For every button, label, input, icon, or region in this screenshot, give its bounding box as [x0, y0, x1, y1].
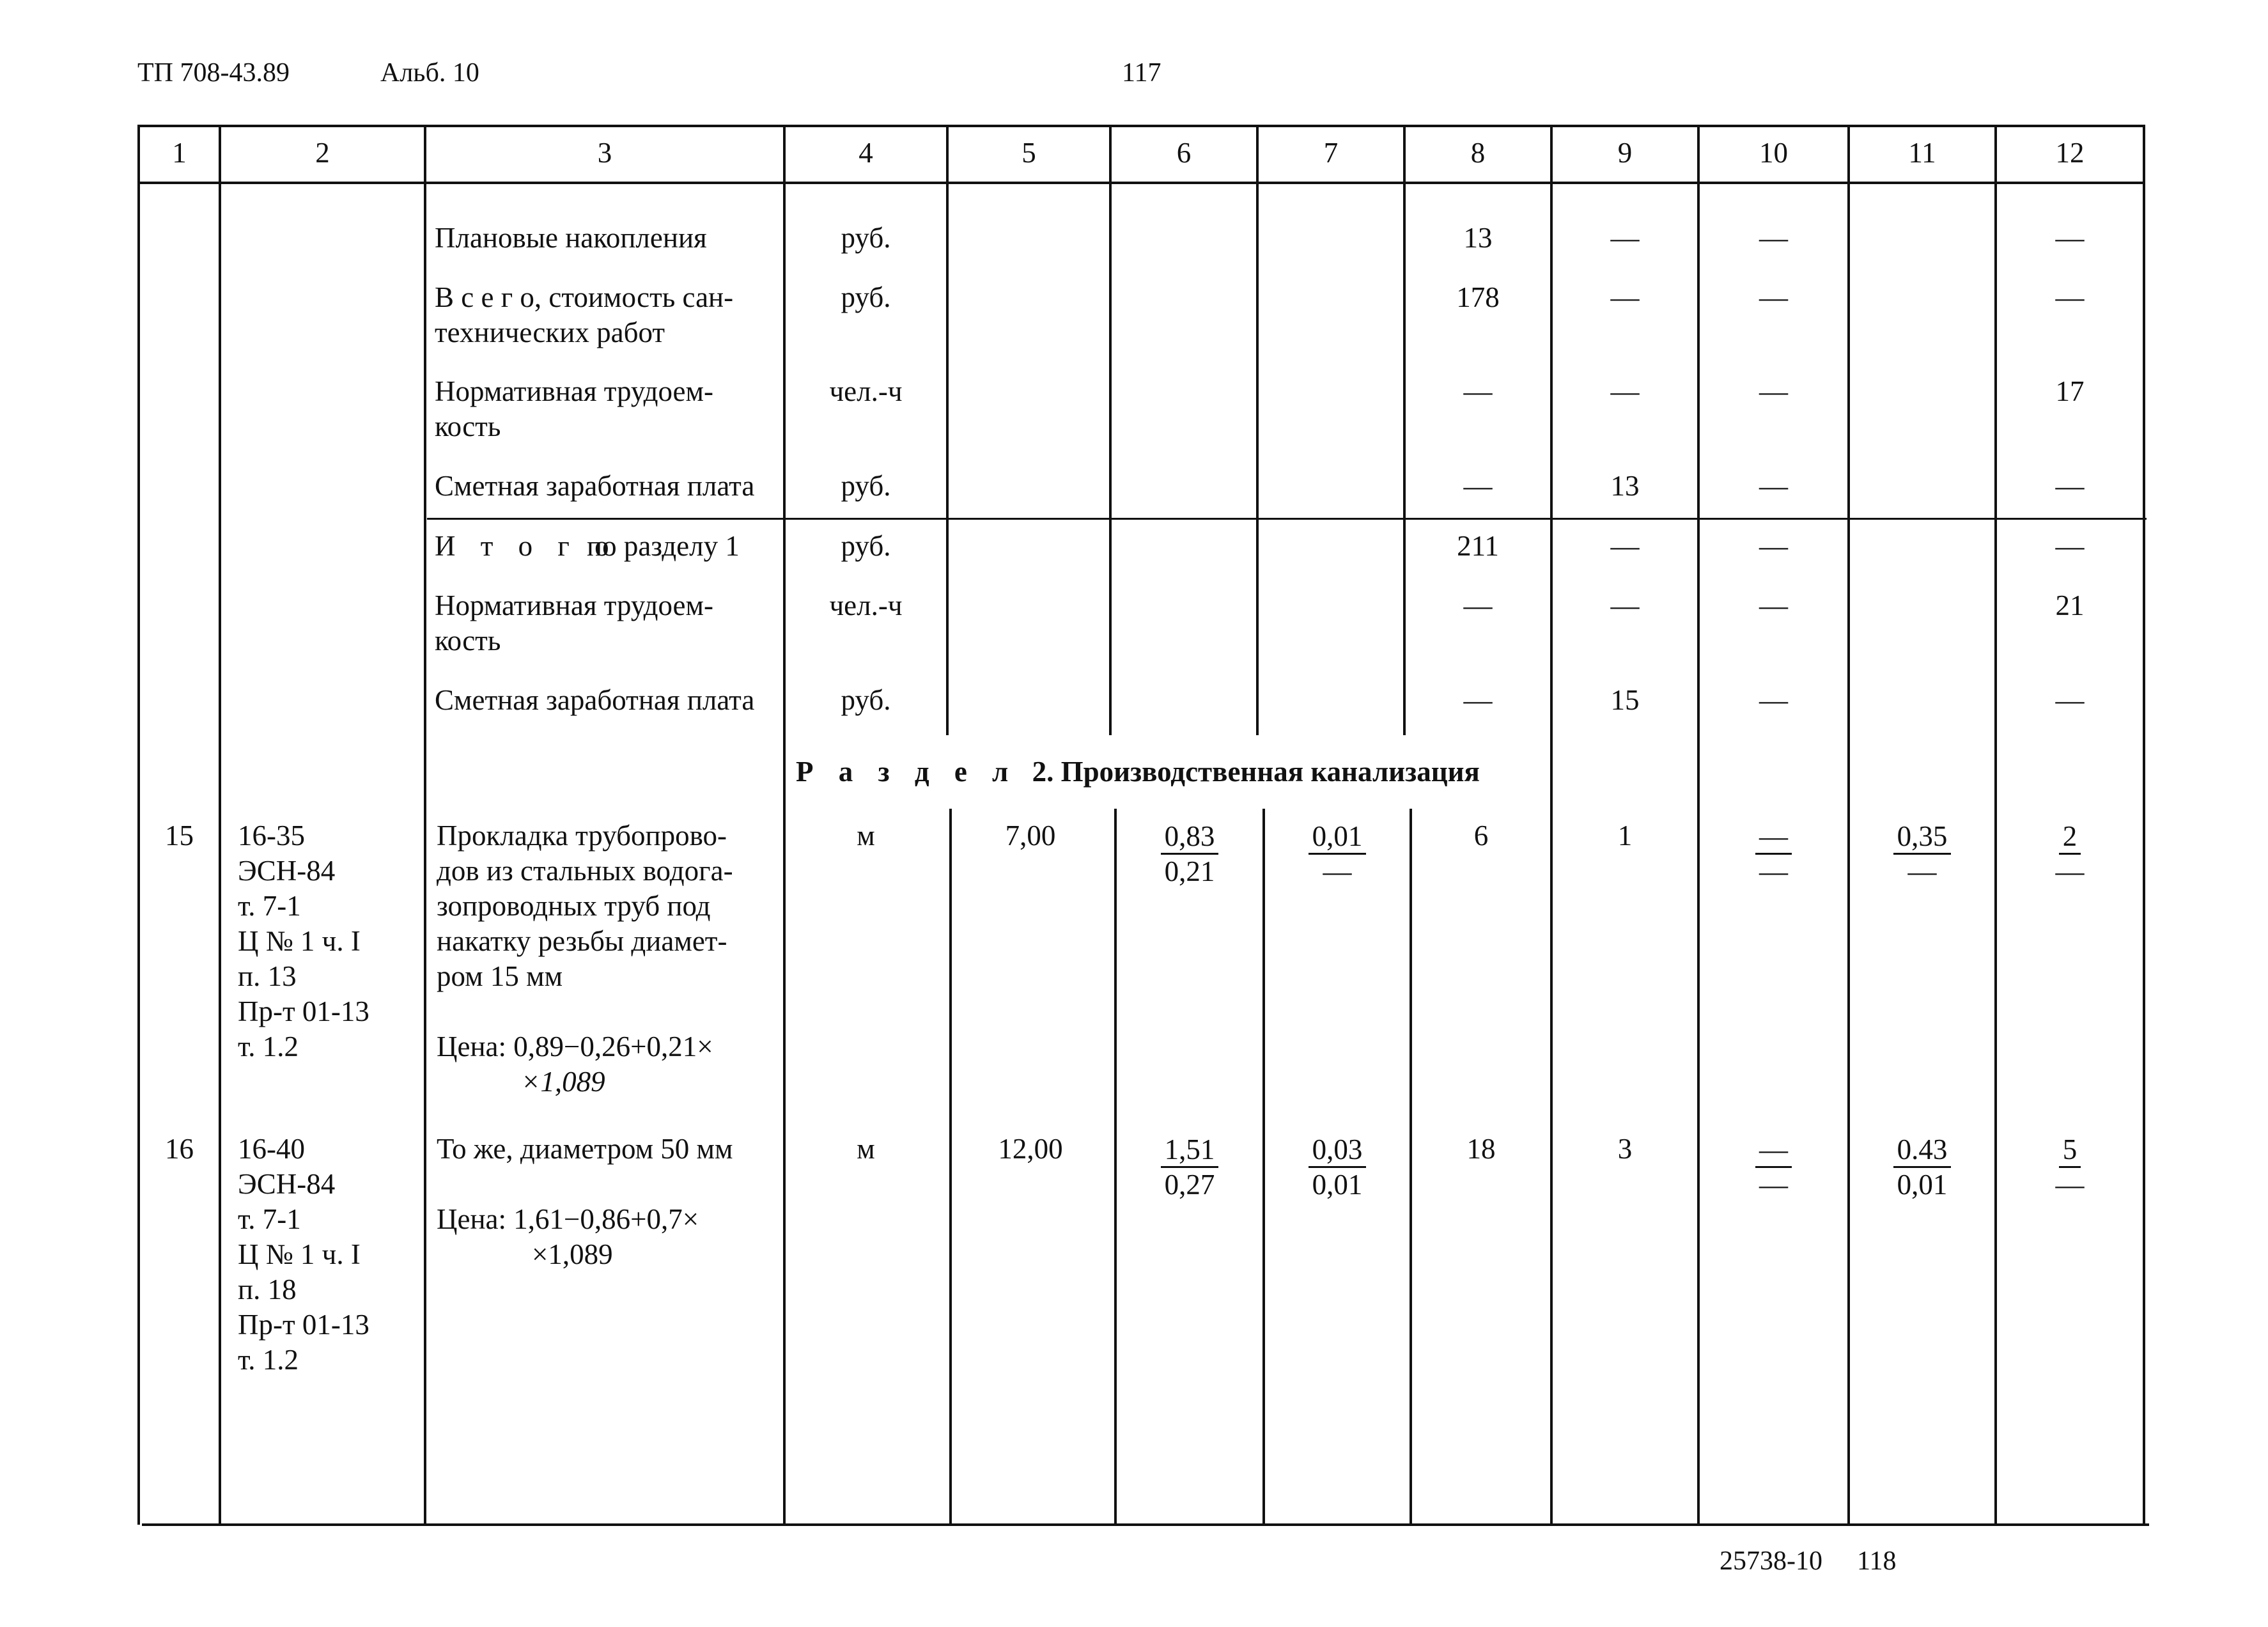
numerator: 2	[2059, 820, 2081, 855]
col-line	[1403, 125, 1406, 735]
denominator: 0,27	[1164, 1169, 1215, 1201]
denominator: 0,01	[1312, 1169, 1363, 1201]
column-header: 4	[858, 137, 873, 169]
total-label: И т о г о	[435, 530, 618, 562]
numerator: 0,01	[1309, 820, 1367, 855]
total-label-rest: по разделу 1	[587, 530, 740, 562]
cell-c9: 15	[1610, 684, 1640, 716]
fraction-c11	[1850, 1133, 1994, 1201]
cell-c8: —	[1463, 375, 1493, 407]
item-desc-line: зопроводных труб под	[437, 890, 711, 922]
item-desc-line: накатку резьбы диамет-	[437, 925, 727, 957]
cell-c12: 17	[2055, 375, 2085, 407]
cell-c8: 18	[1466, 1133, 1496, 1165]
cell-c10: —	[1759, 222, 1788, 254]
item-code-line: Ц № 1 ч. I	[238, 1238, 361, 1270]
header-bottom-border	[137, 182, 2145, 184]
numerator: 0,35	[1893, 820, 1952, 855]
row-name-line1: В с е г о, стоимость сан-	[435, 281, 734, 313]
row-unit: руб.	[841, 684, 891, 716]
section-title-text: 2. Производственная канализация	[1032, 756, 1480, 788]
item-unit: м	[857, 820, 875, 852]
item-code-line: т. 7-1	[238, 890, 301, 922]
cell-c8: 211	[1457, 530, 1499, 562]
denominator: —	[1323, 855, 1352, 887]
column-header: 11	[1908, 137, 1936, 169]
cell-c10: —	[1759, 530, 1788, 562]
cell-c8: —	[1463, 589, 1493, 621]
column-header: 3	[597, 137, 612, 169]
cell-c9: 1	[1617, 820, 1633, 852]
fraction-c10	[1700, 820, 1847, 888]
item-code-line: Пр-т 01-13	[238, 995, 369, 1027]
row-name-line2: кость	[435, 625, 501, 657]
cell-c9: —	[1610, 281, 1640, 313]
cell-c10: —	[1759, 281, 1788, 313]
cell-c12: 21	[2055, 589, 2085, 621]
item-price-line: Цена: 0,89−0,26+0,21×	[437, 1031, 713, 1063]
doc-code: ТП 708-43.89	[137, 58, 290, 88]
row-name-line2: кость	[435, 410, 501, 442]
row-unit: руб.	[841, 281, 891, 313]
footer-code: 25738-10	[1720, 1546, 1822, 1576]
denominator: —	[1907, 855, 1937, 887]
item-number: 16	[165, 1133, 194, 1165]
item-price-line: ×1,089	[532, 1238, 613, 1270]
cell-c8: 13	[1463, 222, 1493, 254]
column-header: 2	[315, 137, 330, 169]
row-name: Плановые накопления	[435, 222, 707, 254]
item-price-line: ×1,089	[521, 1066, 605, 1098]
footer-page: 118	[1857, 1546, 1897, 1576]
cell-c9: —	[1610, 530, 1640, 562]
col-line	[949, 809, 952, 1525]
row-unit: чел.-ч	[829, 589, 903, 621]
column-header: 1	[172, 137, 187, 169]
row-unit: руб.	[841, 470, 891, 502]
col-line	[1410, 809, 1412, 1525]
item-desc-line: То же, диаметром 50 мм	[437, 1133, 733, 1165]
item-code-line: Пр-т 01-13	[238, 1309, 369, 1341]
item-desc-line: дов из стальных водога-	[437, 855, 733, 887]
section2-title	[789, 749, 1486, 794]
cell-c8: 178	[1456, 281, 1500, 313]
denominator: —	[2055, 855, 2085, 887]
cell-c9: —	[1610, 589, 1640, 621]
cell-c8: —	[1463, 684, 1493, 716]
item-code-line: п. 13	[238, 960, 297, 992]
cell-c12: —	[2055, 281, 2085, 313]
numerator: 5	[2059, 1133, 2081, 1168]
cell-c8: 6	[1473, 820, 1489, 852]
numerator: 0.43	[1893, 1133, 1952, 1168]
item-code-line: 16-35	[238, 820, 305, 852]
denominator: —	[1759, 855, 1788, 887]
col-line	[2143, 125, 2145, 1525]
item-code-line: 16-40	[238, 1133, 305, 1165]
column-header: 7	[1323, 137, 1339, 169]
row-unit: чел.-ч	[829, 375, 903, 407]
row-unit: руб.	[841, 530, 891, 562]
cell-c9: 13	[1610, 470, 1640, 502]
fraction-c12	[1997, 1133, 2143, 1201]
cell-c9: 3	[1617, 1133, 1633, 1165]
row-unit: руб.	[841, 222, 891, 254]
fraction-c6	[1117, 1133, 1262, 1201]
total-separator	[427, 518, 2147, 520]
item-code-line: Ц № 1 ч. I	[238, 925, 361, 957]
item-code-line: ЭСН-84	[238, 1168, 336, 1200]
cell-c12: —	[2055, 470, 2085, 502]
fraction-c6	[1117, 820, 1262, 888]
denominator: —	[2055, 1169, 2085, 1201]
item-qty: 7,00	[1005, 820, 1056, 852]
cell-c9: —	[1610, 375, 1640, 407]
col-line	[946, 125, 949, 735]
cell-c10: —	[1759, 470, 1788, 502]
fraction-c7	[1265, 1133, 1410, 1201]
row-name: Сметная заработная плата	[435, 470, 755, 502]
item-code-line: т. 1.2	[238, 1344, 299, 1376]
item-code-line: ЭСН-84	[238, 855, 336, 887]
cell-c12: —	[2055, 222, 2085, 254]
section-word: Р а з д е л	[796, 756, 1018, 788]
album-label: Альб. 10	[380, 58, 479, 88]
item-code-line: т. 7-1	[238, 1203, 301, 1235]
item-number: 15	[165, 820, 194, 852]
cell-c10: —	[1759, 375, 1788, 407]
fraction-c7	[1265, 820, 1410, 888]
cell-c12: —	[2055, 530, 2085, 562]
row-name-line1: Нормативная трудоем-	[435, 375, 713, 407]
col-line	[219, 125, 221, 1525]
column-header: 10	[1759, 137, 1788, 169]
numerator: —	[1755, 820, 1792, 855]
item-qty: 12,00	[998, 1133, 1063, 1165]
column-header: 5	[1021, 137, 1036, 169]
page-number: 117	[1122, 58, 1161, 88]
row-name: Сметная заработная плата	[435, 684, 755, 716]
item-desc-line: ром 15 мм	[437, 960, 563, 992]
fraction-c12	[1997, 820, 2143, 888]
numerator: 0,83	[1161, 820, 1219, 855]
item-unit: м	[857, 1133, 875, 1165]
cell-c10: —	[1759, 589, 1788, 621]
numerator: 1,51	[1161, 1133, 1219, 1168]
denominator: —	[1759, 1169, 1788, 1201]
numerator: —	[1755, 1133, 1792, 1168]
row-name-line1: Нормативная трудоем-	[435, 589, 713, 621]
numerator: 0,03	[1309, 1133, 1367, 1168]
item-desc-line: Прокладка трубопрово-	[437, 820, 727, 852]
column-header: 8	[1470, 137, 1486, 169]
fraction-c10	[1700, 1133, 1847, 1201]
row-name-line2: технических работ	[435, 316, 665, 348]
denominator: 0,21	[1164, 855, 1215, 887]
table-top-border	[137, 125, 2145, 127]
col-line	[1109, 125, 1112, 735]
col-line	[1256, 125, 1259, 735]
cell-c12: —	[2055, 684, 2085, 716]
item-code-line: п. 18	[238, 1273, 297, 1305]
denominator: 0,01	[1897, 1169, 1948, 1201]
item-code-line: т. 1.2	[238, 1031, 299, 1063]
cell-c10: —	[1759, 684, 1788, 716]
col-line	[424, 125, 426, 1525]
fraction-c11	[1850, 820, 1994, 888]
column-header: 9	[1617, 137, 1633, 169]
item-price-line: Цена: 1,61−0,86+0,7×	[437, 1203, 699, 1235]
column-header: 12	[2055, 137, 2085, 169]
cell-c9: —	[1610, 222, 1640, 254]
column-header: 6	[1176, 137, 1192, 169]
cell-c8: —	[1463, 470, 1493, 502]
